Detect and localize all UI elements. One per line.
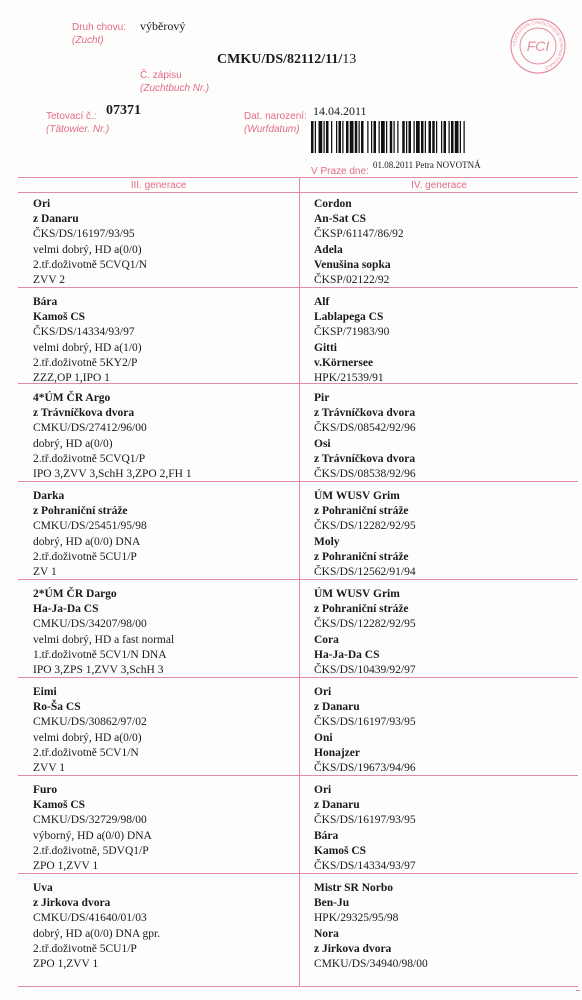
barcode-bar: [460, 121, 461, 153]
gen4-grandparents-cell: [314, 489, 554, 580]
barcode: [311, 121, 523, 153]
barcode-bar: [416, 121, 420, 153]
barcode-bar: [464, 121, 465, 153]
barcode-bar: [444, 121, 447, 153]
cell-line: CMKU/DS/32729/98/00: [33, 814, 147, 827]
cell-line: Osi: [314, 437, 331, 450]
barcode-bar: [436, 121, 437, 153]
row-separator: [18, 383, 578, 384]
cell-line: Ro-Ša CS: [33, 701, 81, 714]
cell-line: 2.tř.doživotně 5KY2/P: [33, 356, 138, 369]
barcode-bar: [346, 121, 349, 153]
barcode-bar: [455, 121, 459, 153]
row-separator: [18, 775, 578, 776]
cell-line: Uva: [33, 882, 53, 894]
cell-line: z Danaru: [314, 799, 360, 812]
cell-line: velmi dobrý, HD a(0/0): [33, 243, 142, 256]
cell-line: 2.tř.doživotně 5CVQ1/N: [33, 258, 148, 271]
cell-line: dobrý, HD a(0/0): [33, 437, 113, 450]
gen3-parent-cell: [33, 587, 273, 678]
row-separator: [18, 873, 578, 874]
gen4-grandparents-cell: [314, 881, 554, 972]
barcode-bar: [336, 121, 337, 153]
cell-line: Lablapega CS: [314, 311, 384, 324]
gen3-parent-cell: [33, 881, 273, 972]
barcode-bar: [361, 121, 364, 153]
cell-line: dobrý, HD a(0/0) DNA gpr.: [33, 927, 161, 940]
cell-line: ČKSP/71983/90: [314, 326, 390, 339]
registry-label: Č. zápisu (Zuchtbuch Nr.): [140, 70, 210, 94]
cell-line: 2.tř.doživotně 5CU1/P: [33, 550, 137, 563]
barcode-bar: [326, 121, 329, 153]
tattoo-label: Tetovací č.: (Tätowier. Nr.): [46, 111, 110, 135]
barcode-bar: [355, 121, 358, 153]
barcode-bar: [409, 121, 412, 153]
barcode-bar: [451, 121, 454, 153]
barcode-bar: [311, 121, 314, 153]
cell-line: Kamoš CS: [33, 311, 86, 324]
cell-line: CMKU/DS/34207/98/00: [33, 618, 147, 631]
cell-line: Kamoš CS: [314, 844, 367, 857]
barcode-bar: [429, 121, 432, 153]
column-divider: [299, 177, 300, 986]
cell-line: ČKS/DS/16197/93/95: [314, 716, 416, 729]
gen4-grandparents-cell: [314, 391, 554, 482]
cell-line: ČKSP/61147/86/92: [314, 228, 404, 241]
cell-line: Furo: [33, 784, 58, 796]
cell-line: Cora: [314, 633, 339, 646]
gen4-grandparents-cell: [314, 295, 554, 386]
cell-line: dobrý, HD a(0/0) DNA: [33, 535, 141, 548]
cell-line: z Trávníčkova dvora: [314, 452, 416, 465]
cell-line: Bára: [33, 296, 58, 308]
cell-line: Bára: [314, 829, 339, 842]
cell-line: HPK/21539/91: [314, 372, 384, 385]
cell-line: ČKS/DS/08538/92/96: [314, 468, 416, 481]
cell-line: Eimi: [33, 686, 57, 698]
cell-line: CMKU/DS/25451/95/98: [33, 520, 147, 533]
barcode-bar: [386, 121, 387, 153]
breed-type-value: výběrový: [140, 19, 186, 33]
cell-line: ZVV 2: [33, 274, 66, 287]
cell-line: HPK/29325/95/98: [314, 912, 399, 925]
cell-line: z Pohraniční stráže: [314, 505, 409, 518]
cell-line: Kamoš CS: [33, 799, 86, 812]
barcode-bar: [367, 121, 368, 153]
cell-line: ČKS/DS/12282/92/95: [314, 520, 416, 533]
cell-line: z Trávníčkova dvora: [314, 407, 416, 420]
cell-line: ČKS/DS/14334/93/97: [314, 860, 416, 873]
cell-line: Pir: [314, 392, 330, 404]
barcode-bar: [441, 121, 442, 153]
breed-type-label: Druh chovu: (Zucht): [72, 22, 126, 46]
cell-line: z Jirkova dvora: [314, 942, 392, 955]
cell-line: ÚM WUSV Grim: [314, 490, 400, 502]
cell-line: CMKU/DS/41640/01/03: [33, 912, 147, 925]
cell-line: CMKU/DS/30862/97/02: [33, 716, 147, 729]
cell-line: Oni: [314, 731, 333, 744]
gen3-parent-cell: [33, 391, 273, 482]
cell-line: ČKS/DS/08542/92/96: [314, 422, 416, 435]
cell-line: Ha-Ja-Da CS: [314, 648, 380, 661]
issue-date-signature: 01.08.2011 Petra NOVOTNÁ: [373, 160, 481, 170]
cell-line: Adela: [314, 243, 343, 256]
gen4-grandparents-cell: [314, 685, 554, 776]
header-bottom-border: [18, 192, 578, 193]
tattoo-value: 07371: [106, 103, 141, 118]
cell-line: CMKU/DS/27412/96/00: [33, 422, 147, 435]
birth-date-label: Dat. narození: (Wurfdatum): [244, 111, 307, 135]
barcode-bar: [381, 121, 385, 153]
cell-line: Darka: [33, 490, 65, 502]
fci-ring-text: FÉDÉRATION CYNOLOGIQUE INTERNATIONALE: [511, 19, 565, 71]
cell-line: ČKSP/02122/92: [314, 274, 390, 287]
cell-line: ČKS/DS/14334/93/97: [33, 326, 135, 339]
cell-line: ZPO 1,ZVV 1: [33, 860, 99, 873]
cell-line: CMKU/DS/34940/98/00: [314, 958, 428, 971]
cell-line: ZVV 1: [33, 762, 66, 775]
barcode-bar: [324, 121, 325, 153]
gen3-parent-cell: [33, 489, 273, 580]
cell-line: An-Sat CS: [314, 213, 367, 226]
barcode-bar: [414, 121, 415, 153]
cell-line: 2.tř.doživotně, 5DVQ1/P: [33, 844, 149, 857]
cell-line: z Pohraniční stráže: [33, 505, 128, 518]
cell-line: ČKS/DS/10439/92/97: [314, 664, 416, 677]
barcode-bar: [319, 121, 323, 153]
cell-line: ZV 1: [33, 566, 57, 579]
barcode-bar: [394, 121, 395, 153]
place-date-label: V Praze dne:: [311, 166, 369, 177]
gen3-parent-cell: [33, 685, 273, 776]
barcode-bar: [315, 121, 316, 153]
barcode-bar: [432, 121, 435, 153]
barcode-bar: [425, 121, 426, 153]
barcode-bar: [350, 121, 354, 153]
cell-line: velmi dobrý, HD a(1/0): [33, 341, 142, 354]
cell-line: 2.tř.doživotně 5CV1/N: [33, 746, 139, 759]
table-top-border: [18, 177, 578, 178]
cell-line: Venušina sopka: [314, 258, 391, 271]
barcode-bar: [371, 121, 372, 153]
cell-line: z Pohraniční stráže: [314, 603, 409, 616]
cell-line: ČKS/DS/12282/92/95: [314, 618, 416, 631]
barcode-bar: [374, 121, 377, 153]
cell-line: výborný, HD a(0/0) DNA: [33, 829, 152, 842]
cell-line: z Pohraniční stráže: [314, 550, 409, 563]
row-separator: [18, 287, 578, 288]
barcode-bar: [331, 121, 332, 153]
cell-line: z Trávníčkova dvora: [33, 407, 135, 420]
cell-line: 4*ÚM ČR Argo: [33, 392, 111, 404]
table-bottom-border: [18, 986, 578, 987]
fci-logo-text: FCI: [526, 38, 550, 54]
generation-3-header: III. generace: [130, 180, 187, 191]
cell-line: Gitti: [314, 341, 337, 354]
registry-handwritten: 13: [342, 52, 357, 67]
cell-line: z Jirkova dvora: [33, 897, 111, 910]
cell-line: ČKS/DS/16197/93/95: [314, 814, 416, 827]
cell-line: Nora: [314, 927, 339, 940]
barcode-bar: [397, 121, 398, 153]
barcode-bar: [342, 121, 343, 153]
cell-line: ČKS/DS/12562/91/94: [314, 566, 416, 579]
birth-date-value: 14.04.2011: [313, 104, 367, 118]
bottom-edge-mark: [576, 990, 580, 995]
cell-line: Mistr SR Norbo: [314, 882, 394, 894]
cell-line: velmi dobrý, HD a(0/0): [33, 731, 142, 744]
gen3-parent-cell: [33, 295, 273, 386]
gen3-parent-cell: [33, 197, 273, 288]
cell-line: v.Körnersee: [314, 356, 374, 369]
gen4-grandparents-cell: [314, 197, 554, 288]
cell-line: Honajzer: [314, 746, 360, 759]
cell-line: ÚM WUSV Grim: [314, 588, 400, 600]
row-separator: [18, 579, 578, 580]
cell-line: ZZZ,OP 1,IPO 1: [33, 372, 110, 385]
barcode-bar: [402, 121, 405, 153]
generation-4-header: IV. generace: [411, 180, 467, 191]
cell-line: 2.tř.doživotně 5CU1/P: [33, 942, 137, 955]
cell-line: ZPO 1,ZVV 1: [33, 958, 99, 971]
barcode-bar: [359, 121, 360, 153]
cell-line: 2.tř.doživotně 5CVQ1/P: [33, 452, 146, 465]
gen3-parent-cell: [33, 783, 273, 874]
fci-logo-icon: [510, 18, 566, 74]
cell-line: 1.tř.doživotně 5CV1/N DNA: [33, 648, 167, 661]
cell-line: Alf: [314, 296, 330, 308]
cell-line: z Danaru: [314, 701, 360, 714]
cell-line: ČKS/DS/19673/94/96: [314, 762, 416, 775]
barcode-bar: [406, 121, 407, 153]
gen4-grandparents-cell: [314, 783, 554, 874]
cell-line: Ori: [314, 686, 332, 698]
barcode-bar: [390, 121, 393, 153]
cell-line: ČKS/DS/16197/93/95: [33, 228, 135, 241]
barcode-bar: [339, 121, 342, 153]
cell-line: IPO 3,ZPS 1,ZVV 3,SchH 3: [33, 664, 164, 677]
cell-line: Ori: [314, 784, 332, 796]
cell-line: Ori: [33, 198, 51, 210]
cell-line: velmi dobrý, HD a fast normal: [33, 633, 175, 646]
cell-line: z Danaru: [33, 213, 79, 226]
cell-line: Ben-Ju: [314, 897, 350, 910]
cell-line: Moly: [314, 535, 340, 548]
cell-line: Ha-Ja-Da CS: [33, 603, 99, 616]
cell-line: IPO 3,ZVV 3,SchH 3,ZPO 2,FH 1: [33, 468, 192, 481]
registry-number: CMKU/DS/82112/11/13: [217, 52, 357, 67]
row-separator: [18, 481, 578, 482]
gen4-grandparents-cell: [314, 587, 554, 678]
barcode-bar: [421, 121, 424, 153]
row-separator: [18, 677, 578, 678]
cell-line: Cordon: [314, 198, 352, 210]
barcode-bar: [379, 121, 380, 153]
barcode-bar: [449, 121, 450, 153]
cell-line: 2*ÚM ČR Dargo: [33, 588, 117, 600]
